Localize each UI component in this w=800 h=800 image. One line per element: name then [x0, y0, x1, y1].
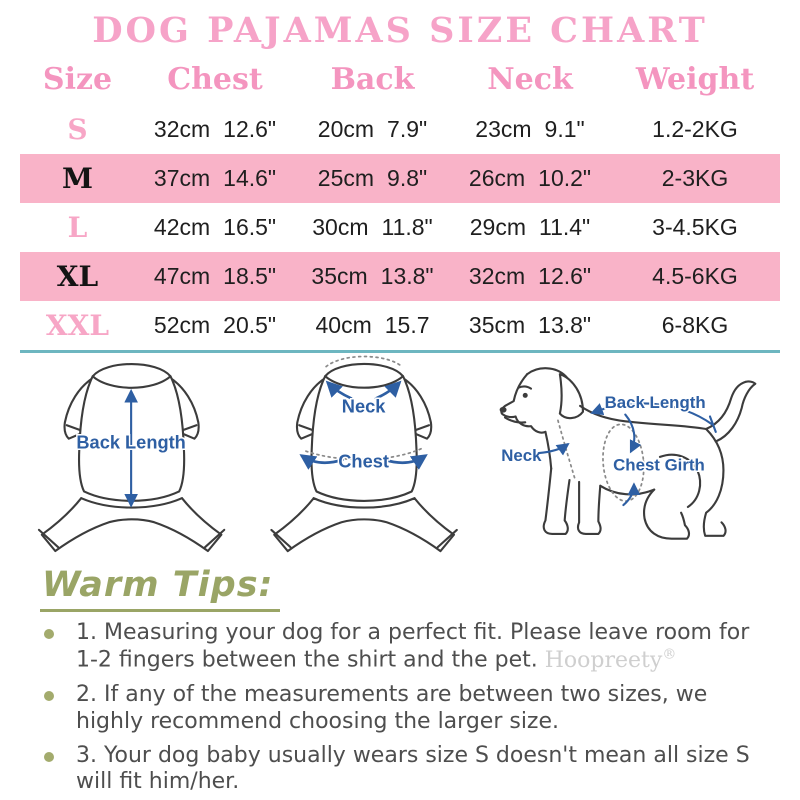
chest-cm: 52cm [153, 312, 211, 338]
back-length-label: Back Length [75, 431, 186, 453]
back-cm: 40cm [315, 312, 372, 338]
bullet-icon [44, 691, 54, 701]
neck-in: 10.2" [538, 165, 592, 191]
chest-in: 14.6" [223, 165, 277, 191]
tip-item-3 [40, 743, 760, 796]
measurement-diagrams [0, 353, 800, 561]
chest-cm: 47cm [153, 263, 211, 289]
watermark-text [545, 648, 677, 673]
chest-girth-label: Chest Girth [612, 455, 705, 475]
bullet-icon [44, 629, 54, 639]
chest-cm: 37cm [153, 165, 211, 191]
back-cm: 25cm [317, 165, 375, 191]
chest-in: 12.6" [223, 116, 277, 142]
neck-cm: 32cm [468, 263, 526, 289]
header-size: Size [42, 61, 113, 97]
warm-tips-section [0, 561, 800, 796]
header-back: Back [330, 61, 415, 97]
table-row-xxl [20, 301, 780, 350]
watermark-brand: Hoopreety [544, 647, 663, 673]
pajama-neck-chest-illustration [256, 353, 477, 557]
chest-cm: 32cm [153, 116, 211, 142]
weight-value: 4.5-6KG [652, 263, 738, 289]
back-cm: 30cm [312, 214, 369, 240]
neck-label: Neck [341, 395, 385, 417]
neck-in: 13.8" [538, 312, 592, 338]
chest-in: 18.5" [223, 263, 277, 289]
size-label: XL [56, 260, 99, 293]
neck-cm: 23cm [475, 116, 532, 142]
tip-text: 3. Your dog baby usually wears size S doesn't mean all size S will fit him/her. [76, 742, 750, 795]
back-in: 11.8" [381, 214, 433, 240]
header-weight: Weight [635, 61, 755, 97]
weight-value: 1.2-2KG [652, 116, 738, 142]
weight-value: 3-4.5KG [652, 214, 738, 240]
back-in: 9.8" [387, 165, 428, 191]
chest-label: Chest [337, 450, 389, 472]
tip-text [76, 620, 760, 674]
tips-list [40, 620, 760, 796]
size-label: XXL [45, 309, 110, 342]
chest-in: 16.5" [223, 214, 277, 240]
tip-item-2 [40, 682, 760, 735]
header-chest: Chest [167, 61, 263, 97]
size-label: S [67, 113, 88, 146]
chest-cm: 42cm [153, 214, 211, 240]
table-row-m [20, 154, 780, 203]
warm-tips-heading: Warm Tips: [40, 565, 280, 612]
neck-label: Neck [500, 445, 541, 465]
table-row-l [20, 203, 780, 252]
header-neck: Neck [487, 61, 573, 97]
table-row-s [20, 105, 780, 154]
back-in: 13.8" [380, 263, 434, 289]
tip-text: 2. If any of the measurements are between two sizes, we highly recommend choosing the larger size. [76, 682, 708, 734]
back-in: 15.7 [384, 312, 430, 338]
registered-mark: ® [662, 646, 677, 663]
neck-cm: 29cm [469, 214, 526, 240]
weight-value: 6-8KG [661, 312, 729, 338]
chest-in: 20.5" [223, 312, 277, 338]
size-table [20, 53, 780, 353]
neck-arrow [538, 444, 567, 453]
neck-in: 12.6" [538, 263, 592, 289]
bullet-icon [44, 752, 54, 762]
table-row-xl [20, 252, 780, 301]
back-length-label: Back Length [604, 392, 706, 412]
tip-item-1 [40, 620, 760, 674]
back-cm: 20cm [317, 116, 375, 142]
back-cm: 35cm [311, 263, 368, 289]
back-in: 7.9" [387, 116, 428, 142]
back-to-chest-arrow [625, 415, 634, 452]
tip-1-body: 1. Measuring your dog for a perfect fit. Please leave room for 1-2 fingers between the shirt and the pet. [76, 620, 750, 673]
size-label: L [67, 211, 88, 244]
pajama-back-view-illustration [14, 353, 254, 557]
page-title: DOG PAJAMAS SIZE CHART [92, 10, 708, 51]
weight-value: 2-3KG [661, 165, 729, 191]
neck-in: 11.4" [539, 214, 591, 240]
table-header-row [20, 53, 780, 105]
size-label: M [62, 162, 93, 195]
neck-in: 9.1" [544, 116, 585, 142]
dog-side-view-illustration [479, 353, 787, 557]
neck-cm: 35cm [468, 312, 526, 338]
neck-cm: 26cm [468, 165, 526, 191]
